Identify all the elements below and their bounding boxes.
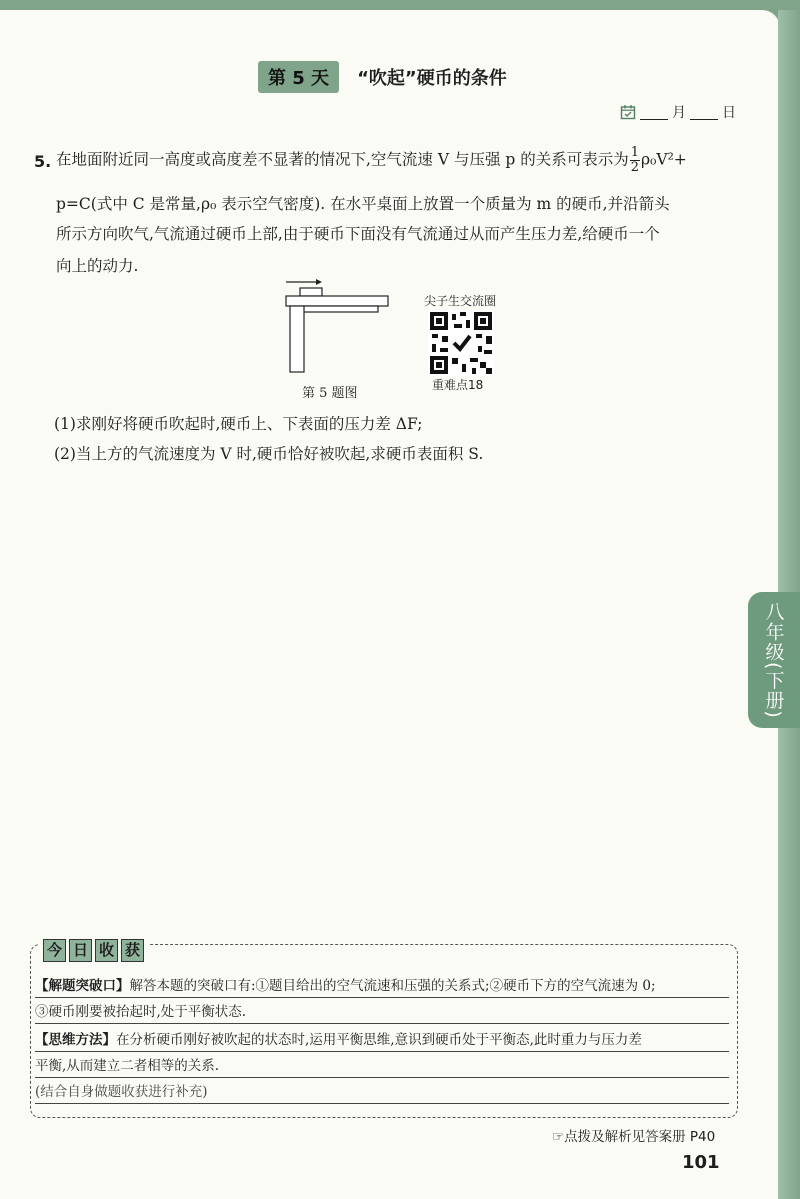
method-line-2: 平衡,从而建立二者相等的关系. xyxy=(35,1055,729,1078)
method-text: 在分析硬币刚好被吹起的状态时,运用平衡思维,意识到硬币处于平衡态,此时重力与压力差 xyxy=(116,1032,642,1048)
page-title: “吹起”硬币的条件 xyxy=(357,68,507,89)
question-line-1 xyxy=(56,146,687,175)
qr-code-icon[interactable] xyxy=(428,310,494,376)
date-line xyxy=(620,102,736,122)
daily-harvest-badge xyxy=(39,939,148,962)
page-number: 101 xyxy=(682,1152,720,1173)
question-text: 在地面附近同一高度或高度差不显著的情况下,空气流速 V 与压强 p 的关系可表示为 xyxy=(56,150,629,169)
sub-question-2: (2)当上方的气流速度为 V 时,硬币恰好被吹起,求硬币表面积 S. xyxy=(54,445,484,463)
calendar-icon xyxy=(620,104,636,120)
figure-caption: 第 5 题图 xyxy=(302,386,358,401)
question-line-2: p=C(式中 C 是常量,ρ₀ 表示空气密度). 在水平桌面上放置一个质量为 m 的硬币,并沿箭头 xyxy=(56,195,670,213)
coin-table-diagram xyxy=(282,278,392,398)
qr-title: 尖子生交流圈 xyxy=(424,294,497,308)
question-number: 5. xyxy=(34,152,52,171)
fraction xyxy=(630,146,640,175)
daily-harvest-box xyxy=(30,941,738,1118)
breakthrough-line-1 xyxy=(35,975,729,998)
grade-label: 八年级(下册) xyxy=(762,601,785,719)
sub-question-1: (1)求刚好将硬币吹起时,硬币上、下表面的压力差 ΔF; xyxy=(54,415,423,433)
badge-char: 收 xyxy=(95,939,118,962)
day-label: 日 xyxy=(722,105,736,121)
month-blank[interactable] xyxy=(640,105,668,120)
method-line-1 xyxy=(35,1029,729,1052)
breakthrough-text: 解答本题的突破口有:①题目给出的空气流速和压强的关系式;②硬币下方的空气流速为 0; xyxy=(129,978,656,994)
badge-char: 获 xyxy=(121,939,144,962)
breakthrough-line-2: ③硬币刚要被抬起时,处于平衡状态. xyxy=(35,1001,729,1024)
day-header xyxy=(258,62,507,92)
fraction-numerator: 1 xyxy=(630,145,640,160)
answer-reference: ☞点拨及解析见答案册 P40 xyxy=(552,1129,716,1145)
badge-char: 日 xyxy=(69,939,92,962)
qr-label: 重难点18 xyxy=(432,378,484,392)
method-label: 【思维方法】 xyxy=(35,1032,116,1048)
badge-char: 今 xyxy=(43,939,66,962)
question-line-3: 所示方向吹气,气流通过硬币上部,由于硬币下面没有气流通过从而产生压力差,给硬币一个 xyxy=(56,225,660,243)
fraction-denominator: 2 xyxy=(630,160,640,175)
question-line-4: 向上的动力. xyxy=(56,257,139,275)
day-blank[interactable] xyxy=(690,105,718,120)
grade-side-tab xyxy=(748,592,800,728)
month-label: 月 xyxy=(672,105,686,121)
formula-tail: ρ₀V²+ xyxy=(641,150,687,169)
supplement-line[interactable]: (结合自身做题收获进行补充) xyxy=(35,1081,729,1104)
day-badge: 第 5 天 xyxy=(258,61,339,93)
breakthrough-label: 【解题突破口】 xyxy=(35,978,130,994)
